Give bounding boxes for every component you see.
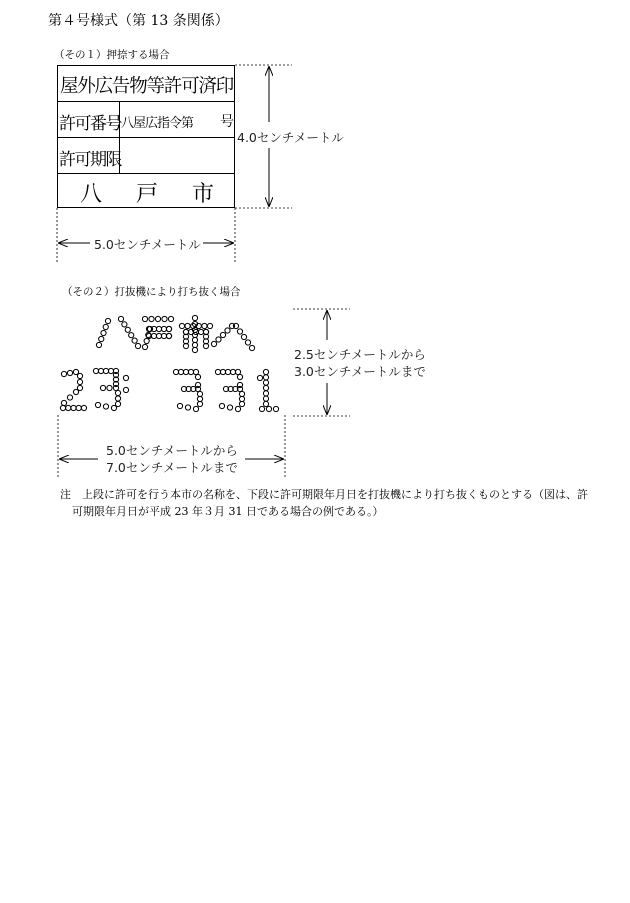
punched-hole-hachi — [125, 327, 130, 332]
section1-label: （その１）押捺する場合 — [54, 49, 170, 61]
punched-hole-digit — [177, 403, 182, 408]
punched-hole-digit — [61, 371, 66, 376]
punched-hole-digit — [266, 406, 271, 411]
punched-hole-mark — [237, 329, 242, 334]
note-line-2: 可期限年月日が平成 23 年３月 31 日である場合の例である。） — [72, 505, 384, 518]
stamp-city-name: 八 戸 市 — [80, 182, 221, 207]
punched-hole-digit — [77, 379, 82, 384]
punched-hole-mark — [211, 341, 216, 346]
punched-hole-digit — [61, 400, 66, 405]
punched-hole-digit — [108, 368, 113, 373]
punched-hole-digit — [123, 375, 128, 380]
punched-hole-digit — [193, 369, 198, 374]
punched-hole-mark — [249, 345, 254, 350]
punched-hole-shi — [192, 342, 197, 347]
punched-hole-digit — [263, 375, 268, 380]
punched-hole-mark — [216, 337, 221, 342]
punched-hole-digit — [71, 405, 76, 410]
punched-hole-digit — [235, 369, 240, 374]
punched-hole-digit — [239, 401, 244, 406]
punched-hole-mark — [241, 334, 246, 339]
punched-hole-shi — [202, 323, 207, 328]
stamp-width-label: 5.0センチメートル — [94, 237, 201, 252]
form-title: 第４号様式（第 13 条関係） — [48, 13, 229, 29]
punched-hole-he — [168, 316, 173, 321]
punched-hole-digit — [111, 405, 116, 410]
punched-hole-mark — [245, 340, 250, 345]
punched-hole-he — [156, 333, 161, 338]
punched-hole-he — [149, 316, 154, 321]
punched-hole-hachi — [105, 318, 110, 323]
punched-hole-digit — [73, 389, 78, 394]
punched-hole-digit — [263, 391, 268, 396]
punched-hole-he — [156, 326, 161, 331]
punched-hole-digit — [67, 395, 72, 400]
stamp-height-label: 4.0センチメートル — [237, 130, 344, 145]
punched-hole-digit — [257, 375, 262, 380]
punched-hole-digit — [259, 406, 264, 411]
punched-hole-he — [155, 316, 160, 321]
stamp-permit-number-prefix: 八屋広指令第 — [121, 116, 194, 131]
punched-hole-he — [161, 326, 166, 331]
punched-hole-he — [166, 326, 171, 331]
punched-hole-digit — [235, 406, 240, 411]
punched-hole-shi — [192, 337, 197, 342]
punched-hole-digit — [227, 405, 232, 410]
punched-hole-digit — [263, 380, 268, 385]
punched-hole-digit — [77, 373, 82, 378]
punched-hole-shi — [198, 329, 203, 334]
punched-hole-digit — [263, 369, 268, 374]
punched-hole-digit — [103, 368, 108, 373]
note-line-1: 注 上段に許可を行う本市の名称を、下段に許可期限年月日を打抜機により打ち抜くものとする（図は、許 — [60, 488, 588, 501]
punched-hole-mark — [220, 332, 225, 337]
punched-hole-hachi — [135, 343, 140, 348]
punched-hole-he — [142, 344, 147, 349]
punched-hole-shi — [192, 347, 197, 352]
punched-hole-hachi — [103, 324, 108, 329]
punched-hole-digit — [215, 369, 220, 374]
punched-characters — [60, 315, 278, 411]
punch-width-label-line1: 5.0センチメートルから — [106, 443, 238, 458]
punched-hole-hachi — [99, 336, 104, 341]
punched-hole-digit — [115, 396, 120, 401]
punched-hole-digit — [98, 368, 103, 373]
punched-hole-digit — [219, 403, 224, 408]
punched-hole-digit — [263, 385, 268, 390]
punched-hole-digit — [263, 401, 268, 406]
stamp-permit-number-suffix: 号 — [220, 114, 234, 130]
punched-hole-digit — [185, 405, 190, 410]
punched-hole-hachi — [129, 333, 134, 338]
stamp-title-text: 屋外広告物等許可済印 — [60, 76, 234, 97]
stamp-expiry-label: 許可期限 — [59, 150, 121, 170]
punched-hole-hachi — [101, 330, 106, 335]
punched-hole-digit — [193, 406, 198, 411]
punched-hole-he — [166, 333, 171, 338]
punched-hole-shi — [207, 323, 212, 328]
punched-hole-digit — [76, 405, 81, 410]
punched-hole-digit — [107, 385, 112, 390]
punched-hole-shi — [179, 323, 184, 328]
punched-hole-digit — [263, 396, 268, 401]
punched-hole-digit — [197, 396, 202, 401]
punched-hole-hachi — [132, 338, 137, 343]
punched-hole-digit — [66, 405, 71, 410]
punched-hole-he — [144, 338, 149, 343]
punched-hole-digit — [197, 401, 202, 406]
punched-hole-digit — [220, 369, 225, 374]
punched-hole-digit — [100, 385, 105, 390]
punched-hole-digit — [103, 404, 108, 409]
punched-hole-digit — [230, 369, 235, 374]
punched-hole-digit — [195, 374, 200, 379]
punched-hole-digit — [123, 387, 128, 392]
punched-hole-digit — [93, 368, 98, 373]
punch-width-label-line2: 7.0センチメートルまで — [106, 460, 238, 475]
punched-hole-shi — [185, 323, 190, 328]
punched-hole-digit — [60, 405, 65, 410]
punched-hole-he — [151, 333, 156, 338]
punched-hole-digit — [178, 369, 183, 374]
section2-label: （その２）打抜機により打ち抜く場合 — [62, 286, 241, 298]
punched-hole-digit — [239, 391, 244, 396]
stamp-permit-number-label: 許可番号 — [59, 114, 121, 134]
punched-hole-hachi — [122, 322, 127, 327]
punched-hole-digit — [67, 370, 72, 375]
punched-hole-digit — [273, 406, 278, 411]
punched-hole-digit — [225, 369, 230, 374]
punched-hole-digit — [197, 391, 202, 396]
punched-hole-digit — [115, 390, 120, 395]
punched-hole-digit — [183, 369, 188, 374]
punched-hole-he — [142, 316, 147, 321]
punched-hole-he — [161, 333, 166, 338]
punched-hole-digit — [188, 369, 193, 374]
punched-hole-shi — [192, 315, 197, 320]
punched-hole-digit — [237, 374, 242, 379]
punched-hole-he — [162, 316, 167, 321]
punched-hole-digit — [95, 402, 100, 407]
punched-hole-hachi — [118, 316, 123, 321]
punched-hole-mark — [225, 328, 230, 333]
punched-hole-digit — [173, 369, 178, 374]
punched-hole-hachi — [96, 342, 101, 347]
punched-hole-digit — [81, 405, 86, 410]
punch-height-label-line2: 3.0センチメートルまで — [294, 364, 426, 379]
punched-hole-digit — [239, 396, 244, 401]
punch-height-label-line1: 2.5センチメートルから — [294, 347, 426, 362]
